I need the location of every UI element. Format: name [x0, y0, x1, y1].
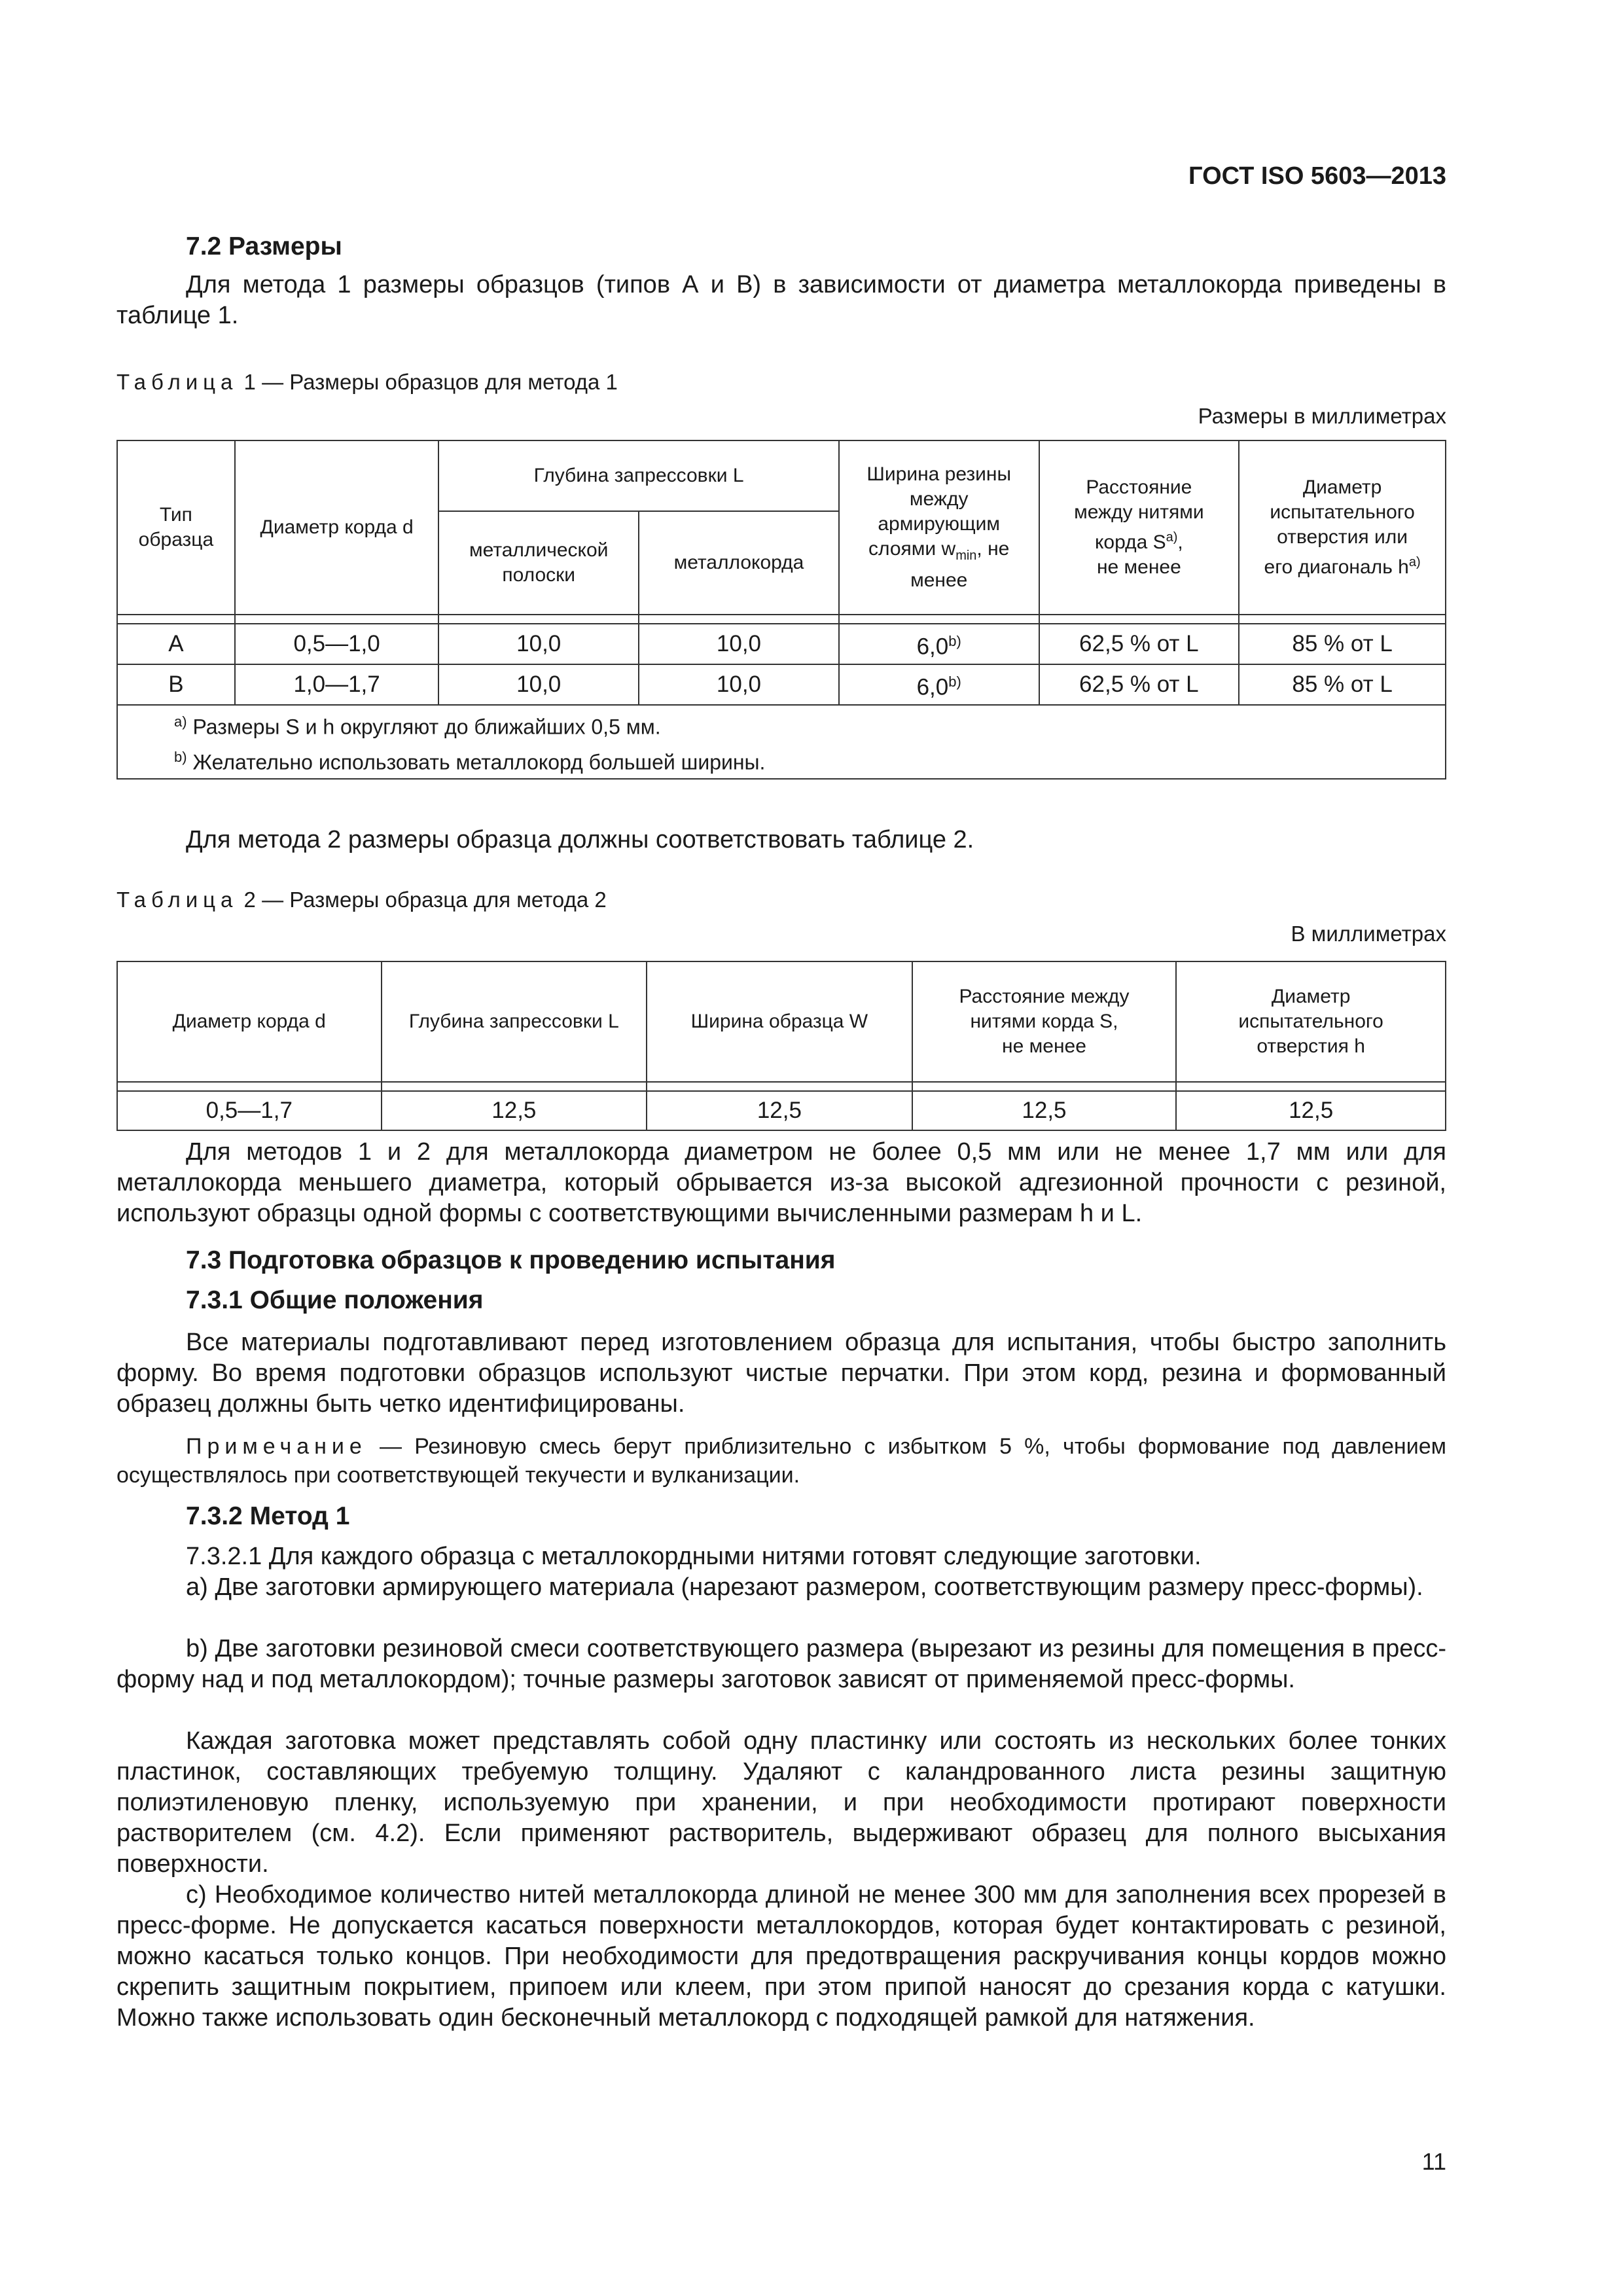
- t1-cell-width-value: 6,0: [916, 634, 949, 660]
- t1-spacer: [117, 615, 235, 624]
- document-header: ГОСТ ISO 5603—2013: [1188, 162, 1446, 190]
- t1-cell-dist: 62,5 % от L: [1039, 664, 1240, 705]
- t1-header-depth: Глубина запрессовки L: [438, 440, 839, 511]
- table-1-caption-rest: 1 — Размеры образцов для метода 1: [238, 370, 618, 394]
- t1-dist-sup: a): [1166, 530, 1178, 545]
- t1-dist-line-5: не менее: [1096, 556, 1181, 578]
- t2-hole-line-1: Диаметр: [1271, 986, 1351, 1007]
- document-page: [116, 0, 1446, 2296]
- t1-cell-strip: 10,0: [438, 624, 639, 664]
- t1-header-rubber-width: [839, 440, 1039, 615]
- t1-header-distance: [1039, 440, 1240, 615]
- item-b: b) Две заготовки резиновой смеси соответствующего размера (вырезают из резины для помещения в пресс-форму над и под металлокордом); точные размеры заготовок зависят от применяемой пресс-формы.: [116, 1635, 1446, 1693]
- t1-header-metal-strip: металлической полоски: [438, 511, 639, 615]
- t1-footnote-a: [174, 707, 1441, 742]
- table-row: [117, 624, 1446, 664]
- table-2-units: В миллиметрах: [1291, 922, 1446, 946]
- t2-header-width: Ширина образца W: [647, 961, 912, 1082]
- note-text: — Резиновую смесь берут приблизительно с избытком 5 %, чтобы формование под давлением осуществлялось при соответствующей текучести и вулканизации.: [116, 1434, 1446, 1488]
- page-number: 11: [1421, 2148, 1446, 2175]
- t1-width-line-3: армирующим: [878, 513, 1001, 535]
- t1-dist-comma: ,: [1177, 531, 1183, 553]
- t1-width-line-1: Ширина резины: [866, 463, 1012, 485]
- t1-cell-type: А: [117, 624, 235, 664]
- t1-hole-line-3: отверстия или: [1277, 526, 1408, 548]
- section-7-3-2-title: 7.3.2 Метод 1: [186, 1502, 350, 1530]
- section-7-2-paragraph: Для метода 1 размеры образцов (типов А и В) в зависимости от диаметра металлокорда приведены в таблице 1.: [116, 271, 1446, 329]
- item-a: a) Две заготовки армирующего материала (нарезают размером, соответствующим размеру пресс-формы).: [186, 1573, 1423, 1601]
- table-row: [117, 664, 1446, 705]
- t2-header-hole: [1176, 961, 1446, 1082]
- t2-hole-line-3: отверстия h: [1257, 1035, 1365, 1057]
- t1-cell-hole: 85 % от L: [1239, 624, 1446, 664]
- t2-header-distance: [912, 961, 1177, 1082]
- method-2-paragraph: Для метода 2 размеры образца должны соответствовать таблице 2.: [186, 826, 974, 853]
- t1-hole-line-2: испытательного: [1270, 501, 1415, 523]
- t2-header-diameter: Диаметр корда d: [117, 961, 382, 1082]
- t1-dist-line-3: корда S: [1094, 531, 1166, 553]
- t1-width-line-4: слоями w: [868, 538, 956, 560]
- table-row: [117, 1091, 1446, 1130]
- table-1-caption: [116, 370, 1446, 395]
- t1-footnotes: [117, 705, 1446, 779]
- t1-cell-dist: 62,5 % от L: [1039, 624, 1240, 664]
- item-b-continuation: Каждая заготовка может представлять собой одну пластинку или состоять из нескольких более тонких пластинок, составляющих требуемую толщину. Удаляют с каландрованного листа резины защитную полиэтиленовую пленку, используемую при хранении, и при необходимости протирают поверхности растворителем (см. 4.2). Если применяют растворитель, выдерживают образец для полного высыхания поверхности.: [116, 1727, 1446, 1878]
- item-c: c) Необходимое количество нитей металлокорда длиной не менее 300 мм для заполнения всех прорезей в пресс-форме. Не допускается касаться поверхности металлокордов, которая будет контактировать с резиной, можно касаться только концов. При необходимости для предотвращения раскручивания концы кордов можно скрепить защитным покрытием, припоем или клеем, при этом припой наносят до срезания корда с катушки. Можно также использовать один бесконечный металлокорд с подходящей рамкой для натяжения.: [116, 1881, 1446, 2032]
- t1-dist-line-1: Расстояние: [1086, 476, 1192, 498]
- t1-cell-width: [839, 624, 1039, 664]
- t1-hole-line-1: Диаметр: [1302, 476, 1382, 498]
- t1-footnote-b-text: Желательно использовать металлокорд большей ширины.: [187, 750, 766, 774]
- t1-cell-strip: 10,0: [438, 664, 639, 705]
- table-2-caption-rest: 2 — Размеры образца для метода 2: [238, 888, 607, 912]
- t1-footnote-a-mark: a): [174, 713, 187, 730]
- t1-header-type: Тип образца: [117, 440, 235, 615]
- t1-width-line-5: , не менее: [910, 538, 1010, 591]
- para-7-3-2-1: 7.3.2.1 Для каждого образца с металлокордными нитями готовят следующие заготовки.: [186, 1543, 1202, 1570]
- t1-width-sub: min: [955, 548, 977, 563]
- t2-cell-hole: 12,5: [1176, 1091, 1446, 1130]
- t1-footnote-b: [174, 742, 1441, 778]
- table-2-caption: [116, 888, 1446, 912]
- t1-cell-diam: 0,5—1,0: [235, 624, 439, 664]
- section-7-3-title: 7.3 Подготовка образцов к проведению испытания: [186, 1246, 836, 1274]
- t1-hole-sup: a): [1408, 555, 1421, 569]
- section-7-2-title: 7.2 Размеры: [186, 232, 342, 260]
- t2-hole-line-2: испытательного: [1238, 1011, 1383, 1032]
- t2-cell-width: 12,5: [647, 1091, 912, 1130]
- t1-width-line-2: между: [909, 488, 969, 510]
- t2-cell-depth: 12,5: [382, 1091, 647, 1130]
- t2-dist-line-3: не менее: [1002, 1035, 1086, 1057]
- t1-footnote-b-mark: b): [174, 748, 187, 765]
- t1-hole-line-4: его диагональ h: [1264, 556, 1409, 578]
- t1-cell-width-value: 6,0: [916, 674, 949, 700]
- t2-cell-diam: 0,5—1,7: [117, 1091, 382, 1130]
- t1-dist-line-2: между нитями: [1074, 501, 1204, 523]
- t2-spacer: [117, 1082, 382, 1091]
- table-1-caption-word: Таблица: [116, 370, 238, 394]
- note: [116, 1432, 1446, 1490]
- t1-cell-diam: 1,0—1,7: [235, 664, 439, 705]
- t1-cell-cord: 10,0: [639, 664, 839, 705]
- section-7-3-1-title: 7.3.1 Общие положения: [186, 1286, 484, 1314]
- t1-header-hole: [1239, 440, 1446, 615]
- t1-cell-cord: 10,0: [639, 624, 839, 664]
- table-2: [116, 961, 1446, 1131]
- t1-footnote-a-text: Размеры S и h округляют до ближайших 0,5 мм.: [187, 715, 661, 739]
- t1-cell-width-sup: b): [948, 632, 961, 649]
- t2-header-depth: Глубина запрессовки L: [382, 961, 647, 1082]
- t1-header-diameter: Диаметр корда d: [235, 440, 439, 615]
- note-label: Примечание: [186, 1434, 367, 1459]
- t1-cell-type: В: [117, 664, 235, 705]
- t1-cell-hole: 85 % от L: [1239, 664, 1446, 705]
- t2-dist-line-1: Расстояние между: [959, 986, 1130, 1007]
- table-1: [116, 440, 1446, 780]
- t2-dist-line-2: нитями корда S,: [970, 1011, 1118, 1032]
- t2-cell-dist: 12,5: [912, 1091, 1177, 1130]
- table-1-units: Размеры в миллиметрах: [1198, 404, 1446, 428]
- t1-cell-width-sup: b): [948, 673, 961, 690]
- section-7-3-1-paragraph: Все материалы подготавливают перед изготовлением образца для испытания, чтобы быстро заполнить форму. Во время подготовки образцов используют чистые перчатки. При этом корд, резина и формованный образец должны быть четко идентифицированы.: [116, 1329, 1446, 1418]
- t1-cell-width: [839, 664, 1039, 705]
- table-2-caption-word: Таблица: [116, 888, 238, 912]
- t1-header-metal-cord: металлокорда: [639, 511, 839, 615]
- methods-1-2-paragraph: Для методов 1 и 2 для металлокорда диаметром не более 0,5 мм или не менее 1,7 мм или для металлокорда меньшего диаметра, который обрывается из-за высокой адгезионной прочности с резиной, используют образцы одной формы с соответствующими вычисленными размерам h и L.: [116, 1138, 1446, 1227]
